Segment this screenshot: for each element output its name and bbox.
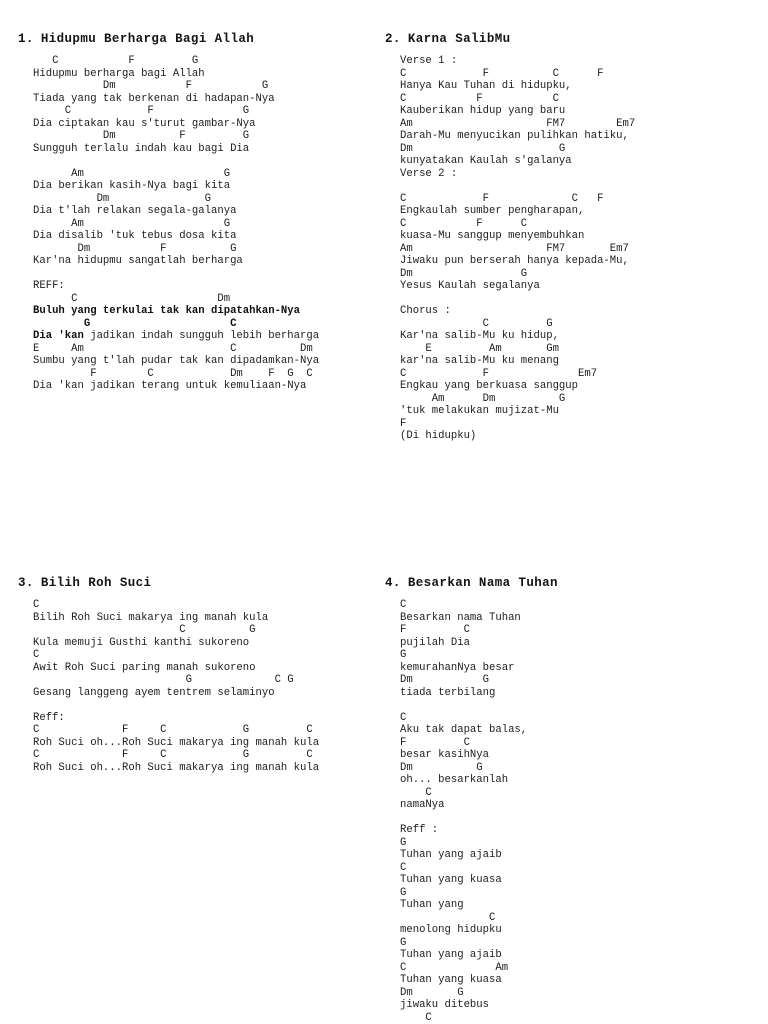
chord-line: F: [400, 417, 407, 430]
chord-line: G: [400, 886, 407, 899]
chord-line: C F C G C: [33, 749, 313, 761]
chord-line: C Dm: [33, 292, 231, 305]
lyric-line: Kauberikan hidup yang baru: [400, 105, 566, 117]
chord-line: Dm G: [400, 986, 464, 999]
lyric-line: Yesus Kaulah segalanya: [400, 280, 540, 292]
lyric-line: 'tuk melakukan mujizat-Mu: [400, 405, 559, 417]
chord-line: Dm G: [400, 761, 483, 774]
chord-line: Am FM7 Em7: [400, 117, 636, 130]
lyric-line: pujilah Dia: [400, 636, 470, 649]
chord-line: C: [400, 861, 407, 874]
lyric-line: Awit Roh Suci paring manah sukoreno: [33, 661, 256, 674]
chord-line: C G: [400, 317, 553, 330]
chord-line: G: [400, 649, 407, 661]
song-number: 3.: [18, 576, 34, 590]
chord-line: Am G: [33, 217, 231, 230]
lyric-line: Dia 'kan jadikan terang untuk kemuliaan-Nya: [33, 380, 307, 392]
chord-line: C: [400, 599, 407, 611]
chord-line: C F C: [400, 217, 528, 230]
chord-line: Am Dm G: [400, 392, 566, 405]
lyric-line: Engkau yang berkuasa sanggup: [400, 380, 579, 392]
song-title: [385, 576, 755, 590]
song-number: 2.: [385, 32, 401, 46]
lyric-line: Dia berikan kasih-Nya bagi kita: [33, 180, 231, 192]
lyric-line: Tuhan yang kuasa: [400, 874, 502, 886]
chord-line: F C Dm F G C: [33, 367, 313, 380]
song-block-1: [18, 32, 373, 392]
chord-line: C F G: [33, 55, 199, 67]
song-title: [18, 576, 373, 590]
chord-line: Dm G: [33, 192, 212, 205]
label-line: REFF:: [33, 280, 65, 292]
lyric-line: Dia 'kan jadikan indah sungguh lebih berharga: [33, 330, 320, 342]
chord-line: G: [400, 936, 407, 949]
song-number: 4.: [385, 576, 401, 590]
chord-line: C: [400, 1011, 432, 1024]
song-lines: [33, 55, 319, 393]
lyric-line: kemurahanNya besar: [400, 661, 515, 674]
song-number: 1.: [18, 32, 34, 46]
lyric-line: Dia ciptakan kau s'turut gambar-Nya: [33, 117, 256, 130]
lyric-line: (Di hidupku): [400, 430, 477, 442]
lyric-line: Tuhan yang ajaib: [400, 849, 502, 861]
lyric-line: Tuhan yang kuasa: [400, 974, 502, 986]
lyric-line: Gesang langgeng ayem tentrem selaminyo: [33, 686, 275, 699]
chord-line: E Am C Dm: [33, 342, 313, 355]
chord-line: C F C F: [400, 192, 604, 205]
chord-line: F C: [400, 624, 470, 636]
lyric-line: Sungguh terlalu indah kau bagi Dia: [33, 142, 250, 155]
song-block-2: [385, 32, 755, 442]
song-title: [18, 32, 373, 46]
lyric-line: Jiwaku pun berserah hanya kepada-Mu,: [400, 255, 629, 267]
lyric-line: Besarkan nama Tuhan: [400, 611, 521, 624]
song-title-text: Karna SalibMu: [407, 32, 511, 46]
lyric-line: Aku tak dapat balas,: [400, 724, 528, 736]
blank-line: [33, 155, 319, 168]
song-title-text: Hidupmu Berharga Bagi Allah: [40, 32, 255, 46]
song-title: [385, 32, 755, 46]
chord-line: Dm F G: [33, 80, 269, 92]
lyric-line: menolong hidupku: [400, 924, 502, 936]
blank-line: [400, 812, 527, 825]
lyric-line: Tuhan yang ajaib: [400, 949, 502, 961]
lyric-line: besar kasihNya: [400, 749, 490, 761]
chord-line: G C: [33, 317, 237, 330]
lyric-line: Buluh yang terkulai tak kan dipatahkan-Nya: [33, 305, 301, 317]
song-title-text: Bilih Roh Suci: [40, 576, 152, 590]
lyric-line: Sumbu yang t'lah pudar tak kan dipadamkan-Nya: [33, 355, 320, 367]
lyric-line: Kula memuji Gusthi kanthi sukoreno: [33, 636, 250, 649]
lyric-line: Bilih Roh Suci makarya ing manah kula: [33, 611, 269, 624]
chord-line: C G: [33, 624, 256, 636]
lyric-line: Kar'na salib-Mu ku hidup,: [400, 330, 559, 342]
chord-line: Dm G: [400, 267, 528, 280]
lyric-line: namaNya: [400, 799, 445, 811]
label-line: Chorus :: [400, 305, 451, 317]
chord-line: C: [400, 711, 407, 724]
blank-line: [400, 699, 527, 712]
blank-line: [400, 293, 635, 306]
chord-line: Dm F G: [33, 130, 250, 142]
lyric-line: tiada terbilang: [400, 686, 496, 699]
chord-line: C F G: [33, 105, 250, 117]
chord-line: C Am: [400, 961, 509, 974]
song-lines: [33, 599, 319, 774]
chord-line: Am FM7 Em7: [400, 242, 629, 255]
chord-line: Dm G: [400, 142, 566, 155]
chord-line: Am G: [33, 167, 231, 180]
chord-line: C F Em7: [400, 367, 598, 380]
lyric-line: Hidupmu berharga bagi Allah: [33, 67, 205, 80]
chord-line: F C: [400, 736, 470, 749]
lyric-line: Kar'na hidupmu sangatlah berharga: [33, 255, 243, 267]
chord-line: Dm F G: [33, 242, 237, 255]
lyric-line: kunyatakan Kaulah s'galanya: [400, 155, 572, 167]
blank-line: [33, 699, 319, 712]
chord-line: G C G: [33, 674, 294, 686]
label-line: Reff :: [400, 824, 439, 836]
song-lines: [400, 599, 527, 1024]
lyric-line: Dia t'lah relakan segala-galanya: [33, 205, 237, 217]
chord-line: C: [400, 786, 432, 799]
lyric-line: Darah-Mu menyucikan pulihkan hatiku,: [400, 130, 629, 142]
lyric-line: oh... besarkanlah: [400, 774, 509, 786]
chord-line: C: [33, 599, 40, 611]
lyric-line: kar'na salib-Mu ku menang: [400, 355, 559, 367]
lyric-line: Dia disalib 'tuk tebus dosa kita: [33, 230, 237, 242]
song-lines: [400, 55, 635, 443]
song-block-4: [385, 576, 755, 1024]
chord-line: C: [400, 911, 496, 924]
song-block-3: [18, 576, 373, 774]
lyric-line: kuasa-Mu sanggup menyembuhkan: [400, 230, 585, 242]
chord-line: C: [33, 649, 40, 661]
lyric-line: Tiada yang tak berkenan di hadapan-Nya: [33, 92, 275, 105]
lyric-line: Hanya Kau Tuhan di hidupku,: [400, 80, 572, 92]
chord-line: C F C: [400, 92, 559, 105]
lyric-line: Tuhan yang: [400, 899, 464, 911]
lyric-line: Roh Suci oh...Roh Suci makarya ing manah kula: [33, 736, 320, 749]
chord-line: C F C F: [400, 67, 604, 80]
song-title-text: Besarkan Nama Tuhan: [407, 576, 558, 590]
label-line: Verse 2 :: [400, 167, 458, 180]
chord-line: C F C G C: [33, 724, 313, 736]
lyric-line: Engkaulah sumber pengharapan,: [400, 205, 585, 217]
chord-line: G: [400, 836, 407, 849]
label-line: Reff:: [33, 711, 65, 724]
blank-line: [33, 268, 319, 281]
blank-line: [400, 180, 635, 193]
lyric-line: jiwaku ditebus: [400, 999, 490, 1011]
chord-line: E Am Gm: [400, 342, 559, 355]
label-line: Verse 1 :: [400, 55, 458, 67]
chord-line: Dm G: [400, 674, 490, 686]
lyric-line: Roh Suci oh...Roh Suci makarya ing manah kula: [33, 761, 320, 774]
